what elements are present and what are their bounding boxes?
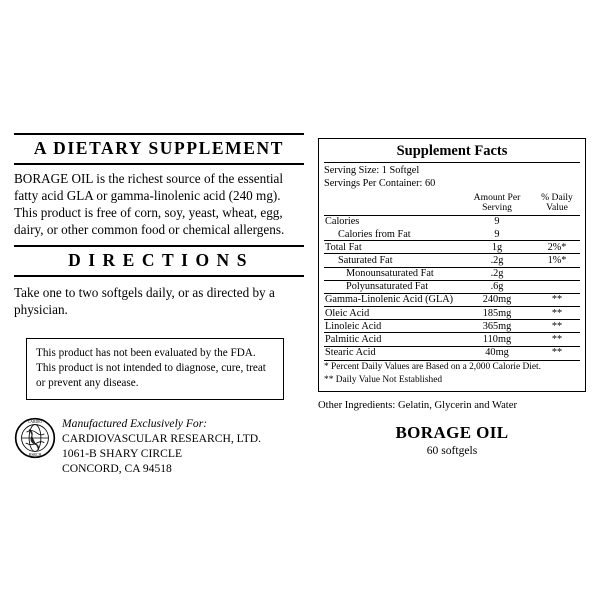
nutrient-amount: 9 xyxy=(460,215,534,228)
header-amount-line1: Amount Per xyxy=(473,191,521,203)
nutrient-name: Linoleic Acid xyxy=(324,320,460,333)
header-amount-per-serving xyxy=(460,192,534,215)
nutrient-dv: ** xyxy=(534,320,580,333)
nutrient-name: Stearic Acid xyxy=(324,346,460,359)
manufacturer-street: 1061-B SHARY CIRCLE xyxy=(62,447,183,461)
nutrient-amount: 40mg xyxy=(460,346,534,359)
directions-text: Take one to two softgels daily, or as directed by a physician. xyxy=(14,284,275,317)
header-dv-line2: Value xyxy=(546,202,568,214)
nutrient-name: Oleic Acid xyxy=(324,307,460,320)
manufacturer-lines xyxy=(62,414,261,476)
table-row xyxy=(324,241,580,254)
product-count: 60 softgels xyxy=(426,444,478,457)
nutrient-name: Saturated Fat xyxy=(324,254,460,267)
product-name: BORAGE OIL xyxy=(395,423,509,442)
nutrient-amount: 365mg xyxy=(460,320,534,333)
footnote-dv-not-established: ** Daily Value Not Established xyxy=(324,374,443,385)
nutrient-name: Palmitic Acid xyxy=(324,333,460,346)
nutrient-amount: 185mg xyxy=(460,307,534,320)
table-row xyxy=(324,320,580,333)
nutrient-dv: 1%* xyxy=(534,254,580,267)
nutrient-name: Monounsaturated Fat xyxy=(324,267,460,280)
nutrient-amount: 9 xyxy=(494,228,500,240)
nutrient-dv: ** xyxy=(534,293,580,306)
nutrient-amount: .6g xyxy=(460,280,534,293)
nutrient-dv: ** xyxy=(534,307,580,320)
nutrient-amount: 240mg xyxy=(460,293,534,306)
nutrient-name: Calories from Fat xyxy=(338,228,411,240)
nutrient-name: Gamma-Linolenic Acid (GLA) xyxy=(324,293,460,306)
servings-per-container: Servings Per Container: 60 xyxy=(324,177,436,189)
nutrient-dv: ** xyxy=(534,333,580,346)
disclaimer-line-1: This product has not been evaluated by the FDA. xyxy=(36,347,256,359)
table-row xyxy=(324,215,580,228)
serving-size: Serving Size: 1 Softgel xyxy=(324,165,420,176)
table-header-row xyxy=(324,192,580,215)
manufacturer-company: CARDIOVASCULAR RESEARCH, LTD. xyxy=(62,432,262,446)
nutrient-amount: 110mg xyxy=(460,333,534,346)
nutrient-dv xyxy=(534,267,580,280)
header-dv-line1: % Daily xyxy=(541,191,573,203)
product-description: BORAGE OIL is the richest source of the essential fatty acid GLA or gamma-linolenic acid (240 mg). This product is free of corn, soy, yeast, wheat, egg, dairy, or other common food or chemical allergens. xyxy=(14,171,285,237)
table-row xyxy=(324,228,580,241)
divider-under-facts-title xyxy=(324,162,580,163)
table-row xyxy=(324,280,580,293)
nutrient-dv: ** xyxy=(534,346,580,359)
heading-directions: DIRECTIONS xyxy=(68,249,254,270)
footnote-daily-value-basis: * Percent Daily Values are Based on a 2,000 Calorie Diet. xyxy=(324,360,580,374)
nutrient-name: Calories xyxy=(324,215,460,228)
nutrient-name: Polyunsaturated Fat xyxy=(324,280,460,293)
nutrient-dv xyxy=(534,228,580,241)
company-globe-logo-icon xyxy=(14,417,56,459)
header-amount-line2: Serving xyxy=(482,202,512,214)
left-panel xyxy=(14,133,304,318)
nutrient-name: Total Fat xyxy=(324,241,460,254)
heading-dietary-supplement: A DIETARY SUPPLEMENT xyxy=(33,138,285,158)
nutrient-amount: .2g xyxy=(460,254,534,267)
disclaimer-line-2: This product is not intended to diagnose, cure, treat xyxy=(36,362,266,374)
supplement-facts-title: Supplement Facts xyxy=(396,143,508,159)
nutrient-dv xyxy=(534,215,580,228)
other-ingredients: Other Ingredients: Gelatin, Glycerin and Water xyxy=(318,400,517,411)
manufacturer-block xyxy=(14,414,304,476)
table-row xyxy=(324,267,580,280)
manufacturer-intro: Manufactured Exclusively For: xyxy=(62,417,208,430)
table-row xyxy=(324,307,580,320)
nutrient-dv xyxy=(534,280,580,293)
nutrient-dv: 2%* xyxy=(534,241,580,254)
supplement-facts-panel xyxy=(318,138,586,392)
header-blank-cell xyxy=(324,192,460,215)
table-row xyxy=(324,293,580,306)
header-daily-value xyxy=(534,192,580,215)
table-row xyxy=(324,346,580,359)
table-row xyxy=(324,254,580,267)
svg-text:RSRCH: RSRCH xyxy=(28,453,42,458)
disclaimer-line-3: or prevent any disease. xyxy=(36,377,139,389)
fda-disclaimer-box xyxy=(26,338,284,400)
svg-text:CARDIO: CARDIO xyxy=(27,419,43,424)
table-row xyxy=(324,333,580,346)
nutrient-amount: .2g xyxy=(460,267,534,280)
nutrient-amount: 1g xyxy=(460,241,534,254)
supplement-facts-table xyxy=(324,192,580,359)
manufacturer-city: CONCORD, CA 94518 xyxy=(62,462,172,476)
